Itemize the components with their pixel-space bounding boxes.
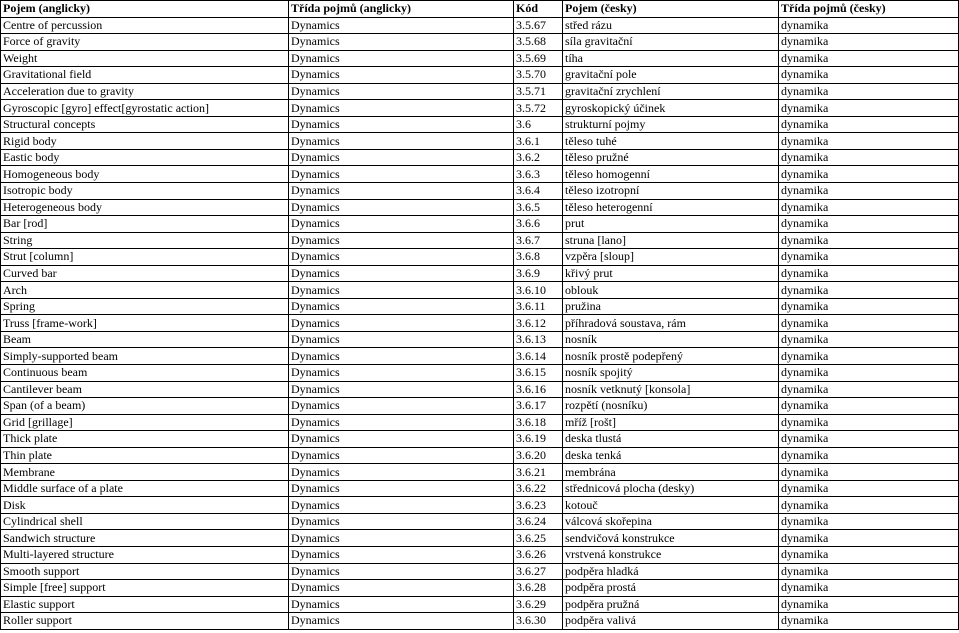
cell-term-english: Rigid body	[1, 133, 289, 150]
cell-code: 3.6.16	[514, 381, 563, 398]
cell-term-czech: oblouk	[563, 282, 779, 299]
cell-term-czech: deska tenká	[563, 447, 779, 464]
cell-code: 3.6.5	[514, 199, 563, 216]
cell-code: 3.6.4	[514, 182, 563, 199]
cell-code: 3.6	[514, 116, 563, 133]
cell-class-english: Dynamics	[289, 497, 514, 514]
cell-code: 3.6.13	[514, 331, 563, 348]
cell-code: 3.6.25	[514, 530, 563, 547]
cell-class-czech: dynamika	[779, 398, 959, 415]
cell-term-english: Cantilever beam	[1, 381, 289, 398]
cell-code: 3.6.26	[514, 547, 563, 564]
cell-term-english: Strut [column]	[1, 249, 289, 266]
cell-class-english: Dynamics	[289, 480, 514, 497]
cell-class-czech: dynamika	[779, 199, 959, 216]
table-row	[1, 613, 959, 630]
cell-class-english: Dynamics	[289, 67, 514, 84]
table-row	[1, 182, 959, 199]
cell-class-czech: dynamika	[779, 133, 959, 150]
cell-class-czech: dynamika	[779, 613, 959, 630]
cell-class-czech: dynamika	[779, 100, 959, 117]
cell-class-english: Dynamics	[289, 596, 514, 613]
cell-term-english: Continuous beam	[1, 364, 289, 381]
table-row	[1, 447, 959, 464]
cell-term-english: Elastic support	[1, 596, 289, 613]
cell-code: 3.6.19	[514, 431, 563, 448]
cell-class-english: Dynamics	[289, 116, 514, 133]
cell-code: 3.5.71	[514, 83, 563, 100]
cell-class-czech: dynamika	[779, 282, 959, 299]
cell-class-english: Dynamics	[289, 580, 514, 597]
cell-term-czech: podpěra hladká	[563, 563, 779, 580]
cell-code: 3.5.68	[514, 34, 563, 51]
cell-term-czech: nosník prostě podepřený	[563, 348, 779, 365]
cell-term-english: Truss [frame-work]	[1, 315, 289, 332]
cell-code: 3.6.24	[514, 513, 563, 530]
cell-class-czech: dynamika	[779, 265, 959, 282]
cell-code: 3.6.22	[514, 480, 563, 497]
cell-class-english: Dynamics	[289, 348, 514, 365]
table-row	[1, 315, 959, 332]
cell-term-czech: gyroskopický účinek	[563, 100, 779, 117]
cell-class-english: Dynamics	[289, 431, 514, 448]
cell-term-english: Sandwich structure	[1, 530, 289, 547]
cell-class-english: Dynamics	[289, 364, 514, 381]
cell-class-czech: dynamika	[779, 149, 959, 166]
cell-term-english: Eastic body	[1, 149, 289, 166]
cell-class-english: Dynamics	[289, 232, 514, 249]
cell-term-czech: nosník vetknutý [konsola]	[563, 381, 779, 398]
table-row	[1, 431, 959, 448]
cell-code: 3.6.3	[514, 166, 563, 183]
cell-class-czech: dynamika	[779, 497, 959, 514]
cell-term-czech: těleso homogenní	[563, 166, 779, 183]
cell-term-english: Centre of percussion	[1, 17, 289, 34]
cell-class-czech: dynamika	[779, 166, 959, 183]
table-row	[1, 17, 959, 34]
cell-class-english: Dynamics	[289, 298, 514, 315]
cell-term-english: String	[1, 232, 289, 249]
cell-class-czech: dynamika	[779, 547, 959, 564]
cell-term-czech: gravitační pole	[563, 67, 779, 84]
table-row	[1, 116, 959, 133]
table-row	[1, 398, 959, 415]
cell-class-czech: dynamika	[779, 298, 959, 315]
table-row	[1, 530, 959, 547]
table-row	[1, 298, 959, 315]
cell-class-english: Dynamics	[289, 547, 514, 564]
table-row	[1, 100, 959, 117]
table-row	[1, 414, 959, 431]
cell-class-english: Dynamics	[289, 398, 514, 415]
table-row	[1, 563, 959, 580]
cell-term-english: Curved bar	[1, 265, 289, 282]
table-row	[1, 199, 959, 216]
table-row	[1, 149, 959, 166]
cell-term-czech: příhradová soustava, rám	[563, 315, 779, 332]
cell-class-english: Dynamics	[289, 17, 514, 34]
cell-term-english: Force of gravity	[1, 34, 289, 51]
cell-code: 3.5.72	[514, 100, 563, 117]
cell-class-english: Dynamics	[289, 447, 514, 464]
cell-code: 3.5.67	[514, 17, 563, 34]
cell-term-czech: vzpěra [sloup]	[563, 249, 779, 266]
cell-term-english: Structural concepts	[1, 116, 289, 133]
cell-class-czech: dynamika	[779, 348, 959, 365]
cell-code: 3.6.18	[514, 414, 563, 431]
cell-class-english: Dynamics	[289, 166, 514, 183]
header-term-czech: Pojem (česky)	[563, 1, 779, 18]
header-class-czech: Třída pojmů (česky)	[779, 1, 959, 18]
cell-class-czech: dynamika	[779, 580, 959, 597]
cell-term-czech: podpěra prostá	[563, 580, 779, 597]
table-row	[1, 216, 959, 233]
cell-code: 3.6.8	[514, 249, 563, 266]
cell-class-czech: dynamika	[779, 464, 959, 481]
cell-class-english: Dynamics	[289, 331, 514, 348]
cell-code: 3.6.23	[514, 497, 563, 514]
cell-class-czech: dynamika	[779, 331, 959, 348]
cell-term-czech: těleso izotropní	[563, 182, 779, 199]
cell-term-english: Grid [grillage]	[1, 414, 289, 431]
cell-code: 3.6.21	[514, 464, 563, 481]
cell-code: 3.6.7	[514, 232, 563, 249]
cell-class-english: Dynamics	[289, 563, 514, 580]
table-row	[1, 348, 959, 365]
cell-term-czech: gravitační zrychlení	[563, 83, 779, 100]
table-row	[1, 166, 959, 183]
cell-class-english: Dynamics	[289, 100, 514, 117]
cell-code: 3.6.2	[514, 149, 563, 166]
cell-term-czech: podpěra pružná	[563, 596, 779, 613]
cell-code: 3.6.10	[514, 282, 563, 299]
cell-code: 3.6.9	[514, 265, 563, 282]
cell-class-czech: dynamika	[779, 116, 959, 133]
cell-class-english: Dynamics	[289, 381, 514, 398]
cell-term-czech: membrána	[563, 464, 779, 481]
cell-class-czech: dynamika	[779, 216, 959, 233]
cell-term-czech: mříž [rošt]	[563, 414, 779, 431]
table-row	[1, 381, 959, 398]
table-body	[1, 17, 959, 629]
cell-code: 3.6.30	[514, 613, 563, 630]
cell-class-czech: dynamika	[779, 249, 959, 266]
cell-class-english: Dynamics	[289, 282, 514, 299]
cell-class-czech: dynamika	[779, 381, 959, 398]
cell-code: 3.6.28	[514, 580, 563, 597]
cell-code: 3.5.69	[514, 50, 563, 67]
header-code: Kód	[514, 1, 563, 18]
cell-class-czech: dynamika	[779, 563, 959, 580]
cell-term-english: Disk	[1, 497, 289, 514]
cell-term-czech: nosník spojitý	[563, 364, 779, 381]
cell-term-czech: střed rázu	[563, 17, 779, 34]
cell-class-czech: dynamika	[779, 67, 959, 84]
cell-term-english: Beam	[1, 331, 289, 348]
header-term-english: Pojem (anglicky)	[1, 1, 289, 18]
cell-code: 3.6.15	[514, 364, 563, 381]
cell-term-english: Bar [rod]	[1, 216, 289, 233]
cell-class-english: Dynamics	[289, 182, 514, 199]
cell-term-czech: pružina	[563, 298, 779, 315]
cell-term-czech: podpěra valivá	[563, 613, 779, 630]
cell-class-czech: dynamika	[779, 414, 959, 431]
cell-term-czech: deska tlustá	[563, 431, 779, 448]
cell-class-czech: dynamika	[779, 431, 959, 448]
cell-code: 3.5.70	[514, 67, 563, 84]
cell-class-english: Dynamics	[289, 315, 514, 332]
cell-class-czech: dynamika	[779, 315, 959, 332]
cell-term-czech: struna [lano]	[563, 232, 779, 249]
cell-class-english: Dynamics	[289, 34, 514, 51]
table-row	[1, 547, 959, 564]
table-row	[1, 513, 959, 530]
cell-class-english: Dynamics	[289, 530, 514, 547]
cell-class-czech: dynamika	[779, 530, 959, 547]
cell-term-english: Isotropic body	[1, 182, 289, 199]
table-row	[1, 265, 959, 282]
cell-code: 3.6.1	[514, 133, 563, 150]
cell-class-czech: dynamika	[779, 182, 959, 199]
cell-code: 3.6.17	[514, 398, 563, 415]
cell-class-czech: dynamika	[779, 34, 959, 51]
cell-term-czech: síla gravitační	[563, 34, 779, 51]
cell-term-czech: těleso heterogenní	[563, 199, 779, 216]
cell-code: 3.6.29	[514, 596, 563, 613]
cell-class-english: Dynamics	[289, 464, 514, 481]
cell-term-english: Cylindrical shell	[1, 513, 289, 530]
cell-term-czech: těleso pružné	[563, 149, 779, 166]
cell-term-english: Homogeneous body	[1, 166, 289, 183]
table-row	[1, 331, 959, 348]
cell-code: 3.6.6	[514, 216, 563, 233]
cell-term-english: Simple [free] support	[1, 580, 289, 597]
cell-term-czech: vrstvená konstrukce	[563, 547, 779, 564]
cell-term-czech: nosník	[563, 331, 779, 348]
cell-term-english: Membrane	[1, 464, 289, 481]
cell-term-english: Arch	[1, 282, 289, 299]
cell-term-english: Middle surface of a plate	[1, 480, 289, 497]
table-row	[1, 497, 959, 514]
cell-class-english: Dynamics	[289, 613, 514, 630]
cell-term-english: Gravitational field	[1, 67, 289, 84]
table-row	[1, 249, 959, 266]
cell-term-english: Weight	[1, 50, 289, 67]
cell-term-czech: prut	[563, 216, 779, 233]
cell-class-english: Dynamics	[289, 50, 514, 67]
cell-class-english: Dynamics	[289, 133, 514, 150]
cell-class-czech: dynamika	[779, 513, 959, 530]
table-row	[1, 50, 959, 67]
cell-class-english: Dynamics	[289, 265, 514, 282]
table-row	[1, 364, 959, 381]
cell-class-czech: dynamika	[779, 364, 959, 381]
cell-class-english: Dynamics	[289, 513, 514, 530]
cell-term-english: Smooth support	[1, 563, 289, 580]
cell-class-english: Dynamics	[289, 83, 514, 100]
cell-code: 3.6.14	[514, 348, 563, 365]
cell-term-english: Thick plate	[1, 431, 289, 448]
cell-term-english: Span (of a beam)	[1, 398, 289, 415]
cell-code: 3.6.20	[514, 447, 563, 464]
table-row	[1, 232, 959, 249]
cell-term-czech: sendvičová konstrukce	[563, 530, 779, 547]
cell-class-english: Dynamics	[289, 199, 514, 216]
table-row	[1, 133, 959, 150]
table-row	[1, 67, 959, 84]
table-row	[1, 596, 959, 613]
cell-term-english: Heterogeneous body	[1, 199, 289, 216]
cell-code: 3.6.12	[514, 315, 563, 332]
cell-term-english: Multi-layered structure	[1, 547, 289, 564]
cell-term-czech: těleso tuhé	[563, 133, 779, 150]
cell-term-czech: strukturní pojmy	[563, 116, 779, 133]
cell-class-czech: dynamika	[779, 480, 959, 497]
cell-term-czech: střednicová plocha (desky)	[563, 480, 779, 497]
table-row	[1, 282, 959, 299]
cell-class-english: Dynamics	[289, 216, 514, 233]
table-row	[1, 480, 959, 497]
cell-term-czech: kotouč	[563, 497, 779, 514]
header-class-english: Třída pojmů (anglicky)	[289, 1, 514, 18]
cell-class-english: Dynamics	[289, 414, 514, 431]
cell-term-english: Spring	[1, 298, 289, 315]
table-header-row	[1, 1, 959, 18]
cell-term-english: Thin plate	[1, 447, 289, 464]
cell-term-czech: křivý prut	[563, 265, 779, 282]
cell-term-english: Simply-supported beam	[1, 348, 289, 365]
cell-term-czech: tíha	[563, 50, 779, 67]
cell-code: 3.6.11	[514, 298, 563, 315]
cell-term-czech: válcová skořepina	[563, 513, 779, 530]
cell-class-english: Dynamics	[289, 249, 514, 266]
table-row	[1, 34, 959, 51]
table-row	[1, 83, 959, 100]
cell-term-english: Acceleration due to gravity	[1, 83, 289, 100]
cell-class-english: Dynamics	[289, 149, 514, 166]
table-row	[1, 580, 959, 597]
cell-term-english: Roller support	[1, 613, 289, 630]
cell-class-czech: dynamika	[779, 447, 959, 464]
cell-class-czech: dynamika	[779, 83, 959, 100]
cell-class-czech: dynamika	[779, 596, 959, 613]
cell-term-english: Gyroscopic [gyro] effect[gyrostatic action]	[1, 100, 289, 117]
table-row	[1, 464, 959, 481]
cell-class-czech: dynamika	[779, 50, 959, 67]
cell-class-czech: dynamika	[779, 232, 959, 249]
cell-term-czech: rozpětí (nosníku)	[563, 398, 779, 415]
cell-class-czech: dynamika	[779, 17, 959, 34]
cell-code: 3.6.27	[514, 563, 563, 580]
